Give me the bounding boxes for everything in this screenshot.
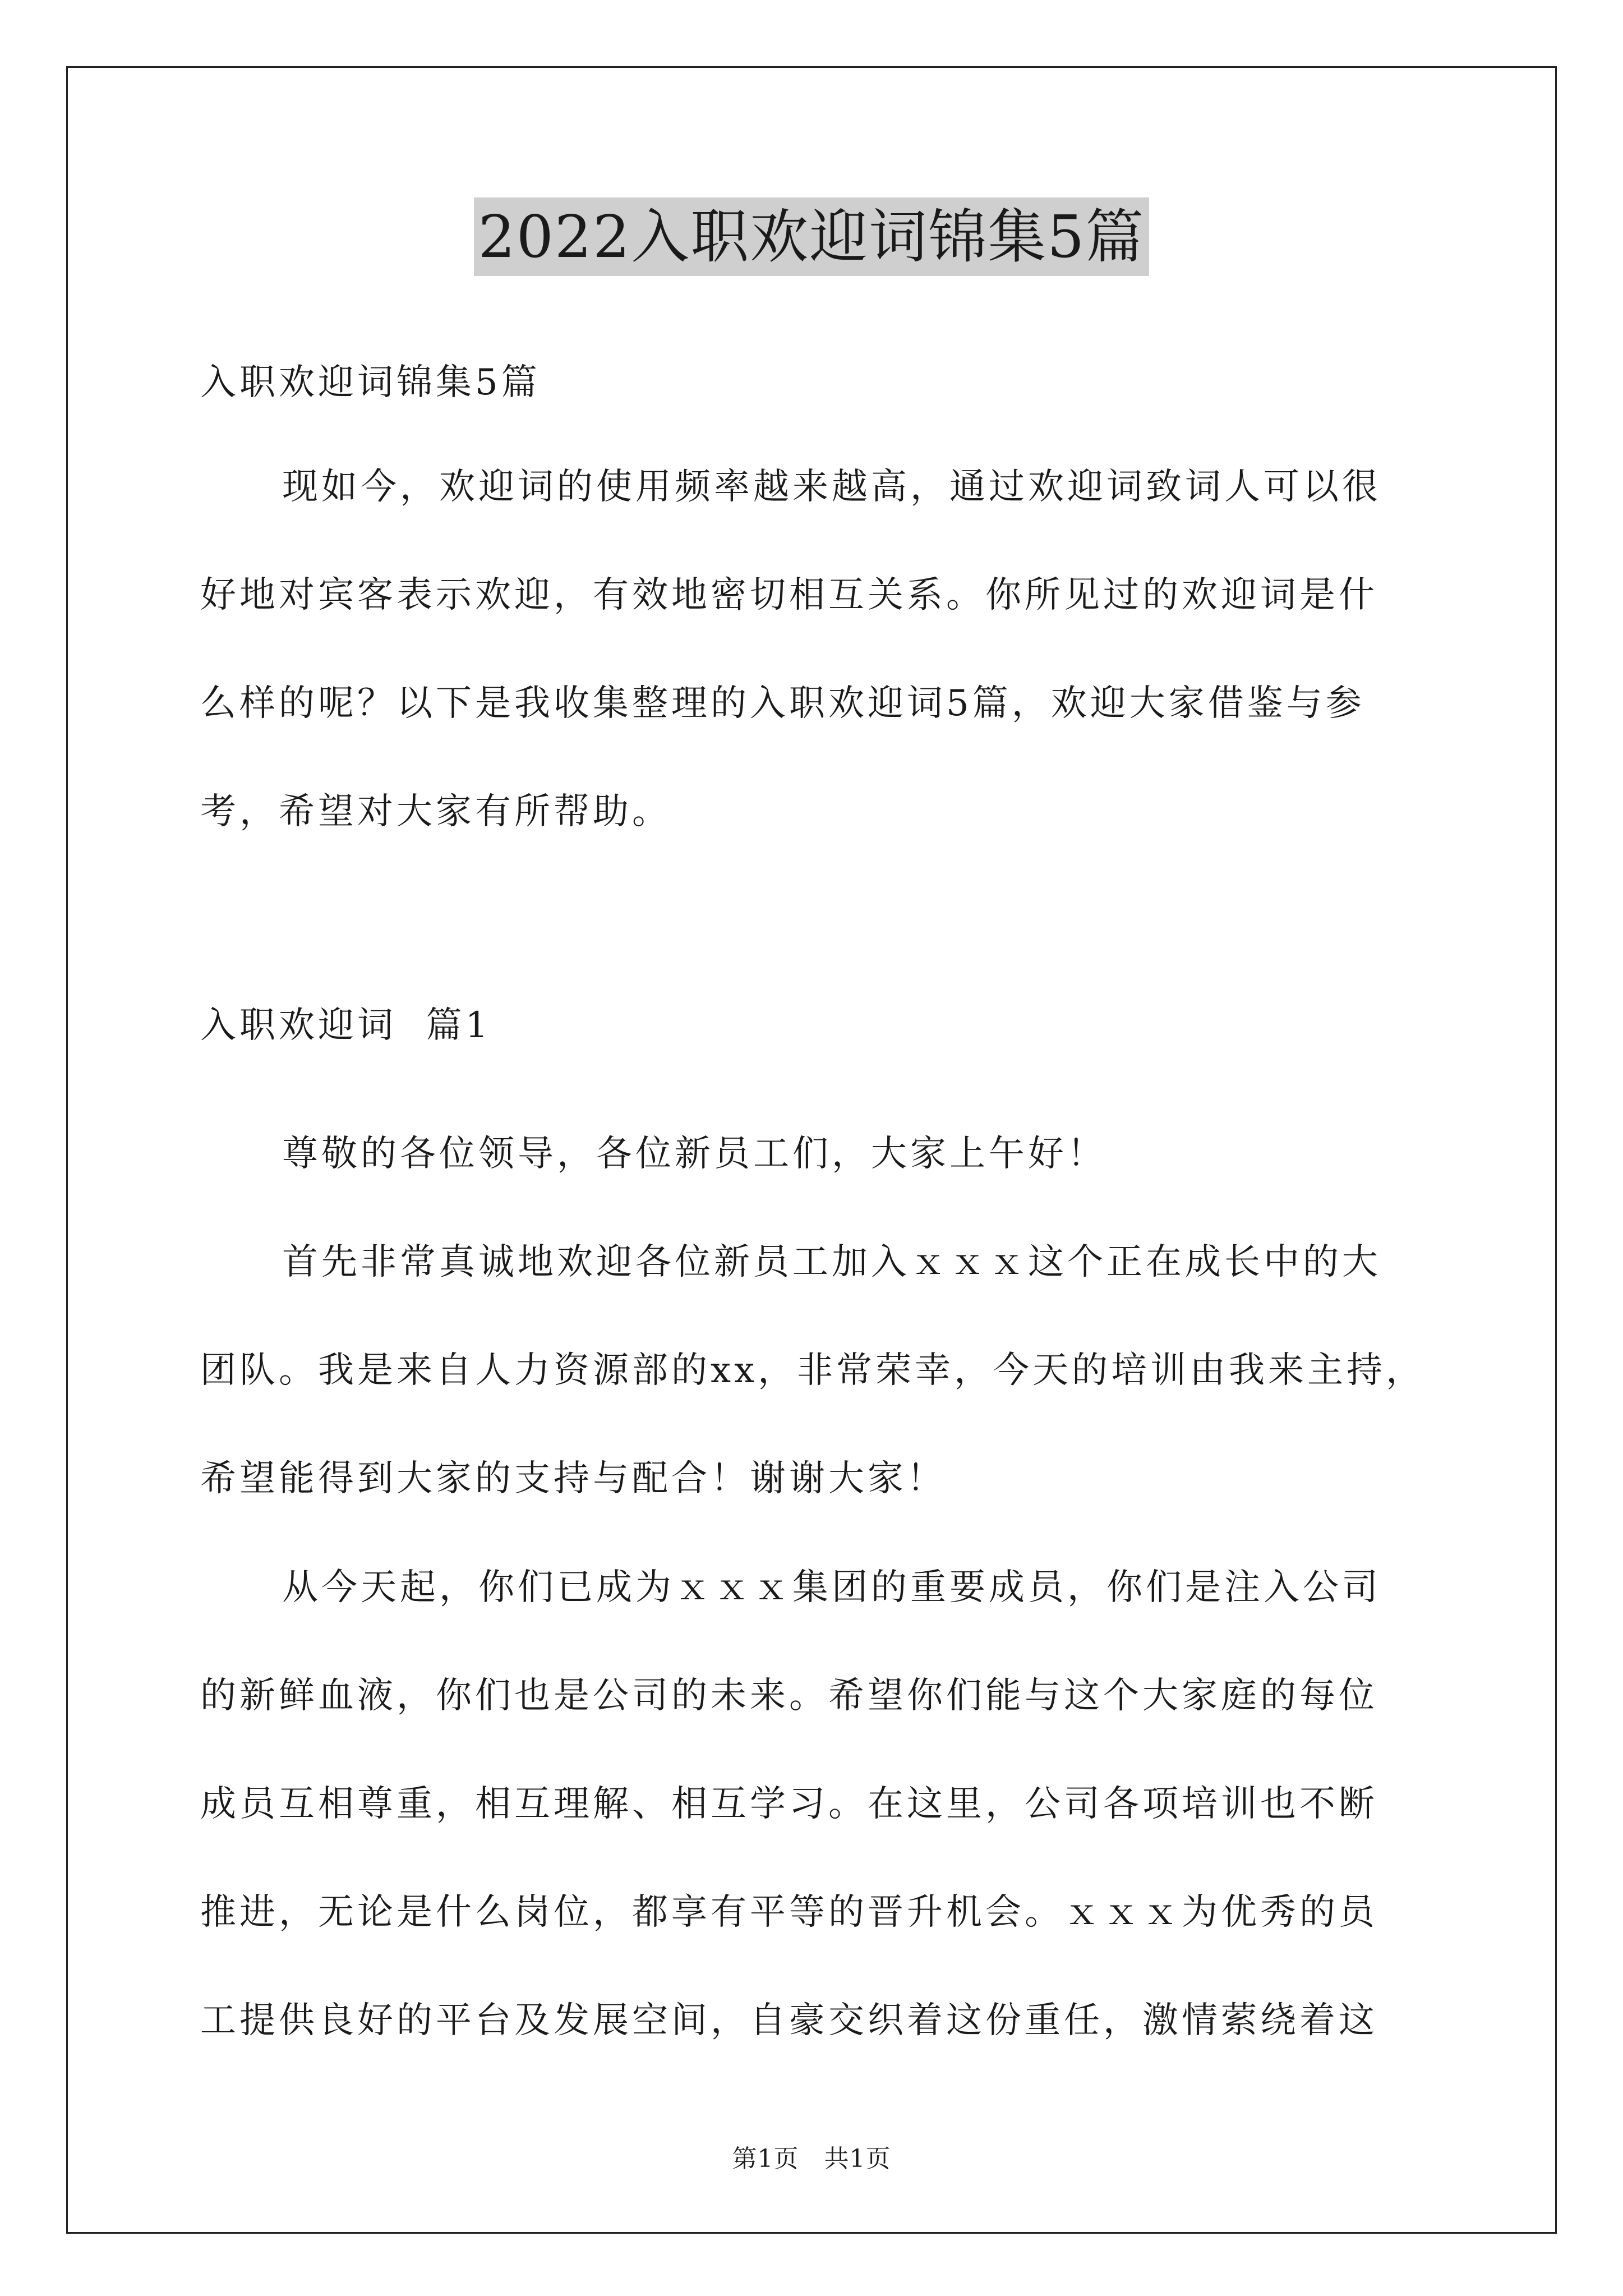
paragraph-line: 首先非常真诚地欢迎各位新员工加入ｘｘｘ这个正在成长中的大 <box>282 1241 1381 1283</box>
page-footer: 第1页 共1页 <box>732 2145 891 2173</box>
paragraph-line: 的新鲜血液，你们也是公司的未来。希望你们能与这个大家庭的每位 <box>200 1675 1378 1717</box>
section-heading: 入职欢迎词 篇1 <box>200 1005 492 1046</box>
paragraph-line: 工提供良好的平台及发展空间，自豪交织着这份重任，激情萦绕着这 <box>200 2000 1378 2041</box>
paragraph-line: 希望能得到大家的支持与配合！谢谢大家！ <box>200 1458 946 1499</box>
document-subtitle: 入职欢迎词锦集5篇 <box>200 362 541 403</box>
welcome-paragraph <box>200 1234 1434 1559</box>
paragraph-line: 推进，无论是什么岗位，都享有平等的晋升机会。ｘｘｘ为优秀的员 <box>200 1892 1378 1933</box>
title-container <box>0 197 1623 276</box>
intro-line: 考，希望对大家有所帮助。 <box>200 791 671 832</box>
intro-line: 现如今，欢迎词的使用频率越来越高，通过欢迎词致词人可以很 <box>282 466 1381 508</box>
intro-line: 好地对宾客表示欢迎，有效地密切相互关系。你所见过的欢迎词是什 <box>200 574 1378 616</box>
paragraph-line: 从今天起，你们已成为ｘｘｘ集团的重要成员，你们是注入公司 <box>282 1567 1381 1608</box>
body-paragraph <box>200 1559 1434 2101</box>
paragraph-line: 团队。我是来自人力资源部的xx，非常荣幸，今天的培训由我来主持， <box>200 1350 1426 1391</box>
greeting-paragraph: 尊敬的各位领导，各位新员工们，大家上午好！ <box>282 1133 1106 1175</box>
paragraph-line: 成员互相尊重，相互理解、相互学习。在这里，公司各项培训也不断 <box>200 1783 1378 1825</box>
intro-paragraph <box>200 459 1434 892</box>
document-title: 2022入职欢迎词锦集5篇 <box>474 197 1150 276</box>
intro-line: 么样的呢？以下是我收集整理的入职欢迎词5篇，欢迎大家借鉴与参 <box>200 683 1365 724</box>
